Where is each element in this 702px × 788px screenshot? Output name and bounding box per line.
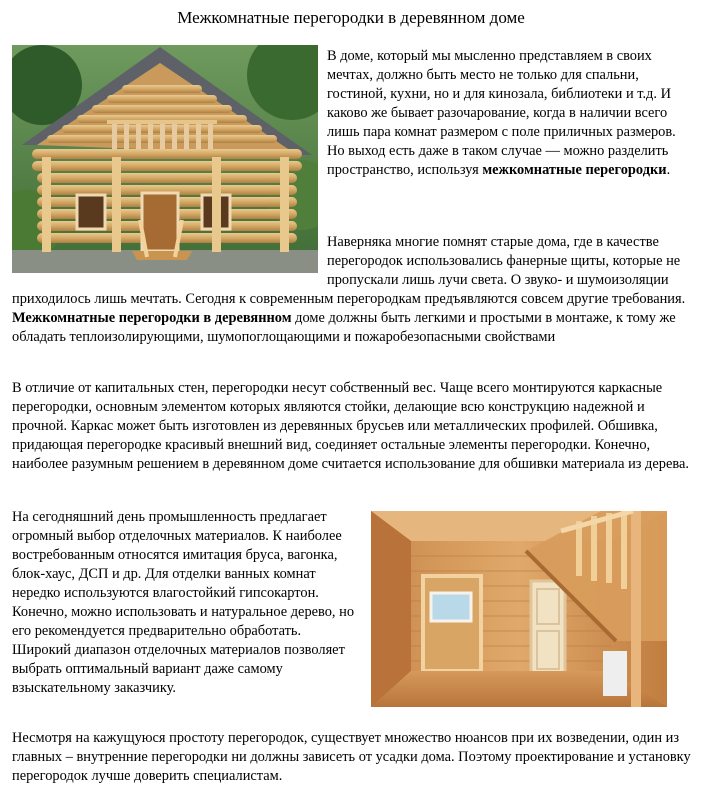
paragraph-requirements: Наверняка многие помнят старые дома, где в качестве перегородок использовались фанерные щиты, которые не пропускали лишь лучи света. О звуко- и шумоизоляции приходилось лишь мечтать. Сегодня к современным перегородкам предъявляются совсем другие требования. Межкомнатные перегородки в деревянном доме должны быть легкими и простыми в монтаже, к тому же обладать теплоизолирующими, шумопоглощающими и пожаробезопасными свойствами: [12, 234, 686, 345]
paragraph-frame-partitions: В отличие от капитальных стен, перегородки несут собственный вес. Чаще всего монтируются каркасные перегородки, основным элементом которых являются стойки, делающие всю конструкцию надежной и прочной. Каркас может быть изготовлен из деревянных брусьев или металлических профилей. Обшивка, придающая перегородке красивый внешний вид, соединяет остальные элементы перегородки. Конечно, наиболее разумным решением в деревянном доме считается использование для обшивки материала из дерева.: [12, 380, 689, 472]
paragraph-finishing-materials: На сегодняшний день промышленность предлагает огромный выбор отделочных материалов. К наиболее востребованным относятся имитация бруса, вагонка, блок-хаус, ДСП и др. Для отделки ванных комнат нередко используются влагостойкий гипсокартон. Конечно, можно использовать и натуральное дерево, но его рекомендуется предварительно обработать. Широкий диапазон отделочных материалов позволяет выбрать оптимальный вариант даже самому взыскательному заказчику.: [12, 509, 355, 696]
paragraph-intro: В доме, который мы мысленно представляем в своих мечтах, должно быть место не только для спальни, гостиной, кухни, но и для кинозала, библиотеки и т.д. И каково же бывает разочарование, когда в наличии всего лишь пара комнат размером с поле приличных размеров. Но выход есть даже в таком случае — можно разделить пространство, используя межкомнатные перегородки.: [327, 48, 676, 178]
wooden-interior-image: [371, 511, 667, 707]
article-title: Межкомнатные перегородки в деревянном доме: [177, 8, 525, 27]
paragraph-conclusion: Несмотря на кажущуюся простоту перегородок, существует множество нюансов при их возведении, один из главных – внутренние перегородки ни должны зависеть от усадки дома. Поэтому проектирование и установку перегородок лучше доверить специалистам.: [12, 730, 691, 784]
